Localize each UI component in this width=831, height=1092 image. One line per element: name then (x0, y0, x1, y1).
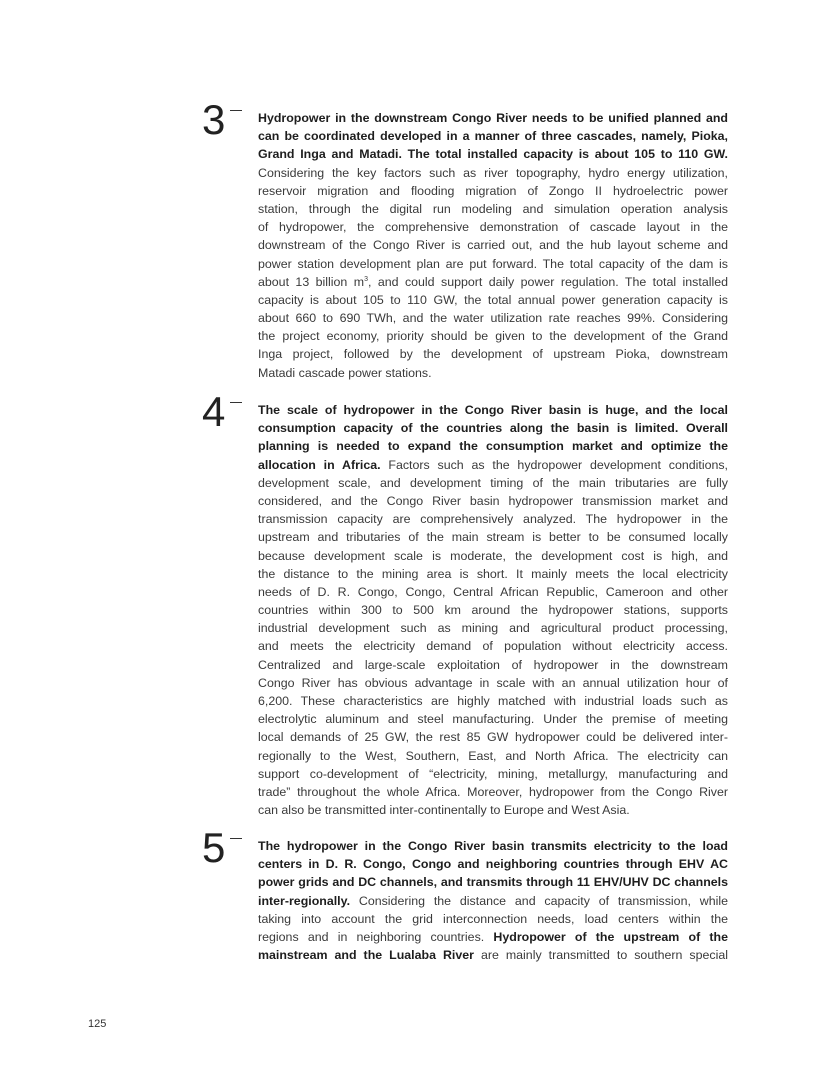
text-line (258, 946, 728, 964)
text-line (258, 127, 728, 145)
text-line (258, 309, 728, 327)
text-line (258, 892, 728, 910)
section-number: 4 (202, 388, 226, 435)
text-line (258, 109, 728, 127)
text-line (258, 492, 728, 510)
body-text: about 13 billion m (258, 274, 365, 289)
text-line (258, 164, 728, 182)
text-line (258, 583, 728, 601)
bold-text: Grand Inga and Matadi. The total installed capacity is about 105 to 110 GW. (258, 147, 728, 162)
body-text: Considering the distance and capacity of transmission, while (350, 893, 728, 908)
body-text: Centralized and large-scale exploitation of hydropower in the downstream (258, 657, 728, 672)
body-text: development scale, and development timing of the main tributaries are fully (258, 475, 728, 490)
body-text: the project economy, priority should be given to the development of the Grand (258, 329, 728, 344)
bold-text: The hydropower in the Congo River basin transmits electricity to the load (258, 839, 728, 853)
text-line (258, 456, 728, 474)
body-text: about 660 to 690 TWh, and the water utilization rate reaches 99%. Considering (258, 311, 728, 326)
text-line (258, 692, 728, 710)
text-line (258, 255, 728, 273)
bold-text: planning is needed to expand the consumption market and optimize the (258, 439, 728, 454)
body-text: upstream and tributaries of the main stream is better to be consumed locally (258, 530, 728, 545)
body-text: the distance to the mining area is short. It mainly meets the local electricity (258, 566, 728, 581)
text-line (258, 510, 728, 528)
body-text: reservoir migration and flooding migration of Zongo II hydroelectric power (258, 183, 728, 198)
text-line (258, 783, 728, 801)
bold-text: The scale of hydropower in the Congo River basin is huge, and the local (258, 403, 728, 417)
section-number: 3 (202, 96, 226, 143)
body-text: , and could support daily power regulation. The total installed (367, 274, 728, 289)
text-line (258, 747, 728, 765)
body-text: of hydropower, the comprehensive demonstration of cascade layout in the (258, 220, 728, 235)
text-line (258, 345, 728, 363)
bold-text: Hydropower in the downstream Congo River needs to be unified planned and (258, 111, 728, 125)
text-line (258, 928, 728, 946)
section-dash (230, 402, 242, 403)
section-dash (230, 110, 242, 111)
text-line (258, 837, 728, 855)
text-line (258, 528, 728, 546)
text-line (258, 547, 728, 565)
text-line (258, 710, 728, 728)
text-line (258, 674, 728, 692)
body-text: considered, and the Congo River basin hydropower transmission market and (258, 493, 728, 508)
body-text: support co-development of “electricity, mining, metallurgy, manufacturing and (258, 766, 728, 781)
text-line (258, 855, 728, 873)
bold-text: centers in D. R. Congo, Congo and neighboring countries through EHV AC (258, 857, 728, 872)
body-text: Matadi cascade power stations. (258, 365, 432, 380)
body-text: needs of D. R. Congo, Congo, Central African Republic, Cameroon and other (258, 584, 728, 599)
text-line (258, 291, 728, 309)
text-line (258, 728, 728, 746)
body-text: 6,200. These characteristics are highly matched with industrial loads such as (258, 694, 728, 708)
text-line (258, 637, 728, 655)
text-line (258, 218, 728, 236)
text-line (258, 656, 728, 674)
text-line (258, 200, 728, 218)
text-line (258, 801, 728, 819)
text-line (258, 182, 728, 200)
text-line (258, 619, 728, 637)
body-text: regionally to the West, Southern, East, and North Africa. The electricity can (258, 748, 728, 763)
body-text: regions and in neighboring countries. (258, 929, 494, 944)
body-text: countries within 300 to 500 km around the hydropower stations, supports (258, 603, 728, 618)
bold-text: allocation in Africa. (258, 457, 381, 472)
page-number: 125 (88, 1018, 107, 1030)
body-text: Inga project, followed by the development of upstream Pioka, downstream (258, 347, 728, 362)
body-text: capacity is about 105 to 110 GW, the total annual power generation capacity is (258, 292, 728, 307)
bold-text: inter-regionally. (258, 893, 351, 908)
body-text: trade” throughout the whole Africa. Moreover, hydropower from the Congo River (258, 784, 728, 799)
text-line (258, 765, 728, 783)
body-text: can also be transmitted inter-continentally to Europe and West Asia. (258, 803, 630, 818)
text-line (258, 401, 728, 419)
text-line (258, 601, 728, 619)
bold-text: Hydropower of the upstream of the (493, 929, 728, 944)
bold-text: consumption capacity of the countries along the basin is limited. Overall (258, 421, 728, 436)
body-text: Congo River has obvious advantage in scale with an annual utilization hour of (258, 675, 728, 690)
body-text: downstream of the Congo River is carried out, and the hub layout scheme and (258, 238, 728, 253)
body-text: industrial development such as mining and agricultural product processing, (258, 621, 728, 636)
text-line (258, 873, 728, 891)
body-text: power station development plan are put forward. The total capacity of the dam is (258, 256, 728, 271)
text-line (258, 910, 728, 928)
section-dash (230, 838, 242, 839)
body-text: Factors such as the hydropower development conditions, (380, 457, 728, 472)
text-line (258, 236, 728, 254)
body-text: because development scale is moderate, the development cost is high, and (258, 548, 728, 563)
body-text: station, through the digital run modeling and simulation operation analysis (258, 201, 728, 216)
text-line (258, 364, 728, 382)
text-line (258, 437, 728, 455)
bold-text: power grids and DC channels, and transmits through 11 EHV/UHV DC channels (258, 875, 728, 890)
bold-text: can be coordinated developed in a manner of three cascades, namely, Pioka, (258, 129, 728, 144)
section-body (258, 109, 728, 382)
body-text: taking into account the grid interconnection needs, load centers within the (258, 911, 728, 926)
bold-text: mainstream and the Lualaba River (258, 948, 474, 963)
text-line (258, 145, 728, 163)
body-text: Considering the key factors such as river topography, hydro energy utilization, (258, 165, 728, 180)
body-text: local demands of 25 GW, the rest 85 GW hydropower could be delivered inter- (258, 730, 728, 745)
text-line (258, 474, 728, 492)
text-line (258, 565, 728, 583)
text-line (258, 419, 728, 437)
text-line (258, 273, 728, 291)
section-body (258, 837, 728, 964)
section-body (258, 401, 728, 819)
body-text: electrolytic aluminum and steel manufacturing. Under the premise of meeting (258, 712, 728, 727)
section-number: 5 (202, 824, 226, 871)
body-text: and meets the electricity demand of population without electricity access. (258, 639, 728, 654)
body-text: transmission capacity are comprehensively analyzed. The hydropower in the (258, 512, 728, 527)
superscript: 3 (364, 275, 368, 283)
text-line (258, 327, 728, 345)
body-text: are mainly transmitted to southern special (473, 948, 729, 963)
